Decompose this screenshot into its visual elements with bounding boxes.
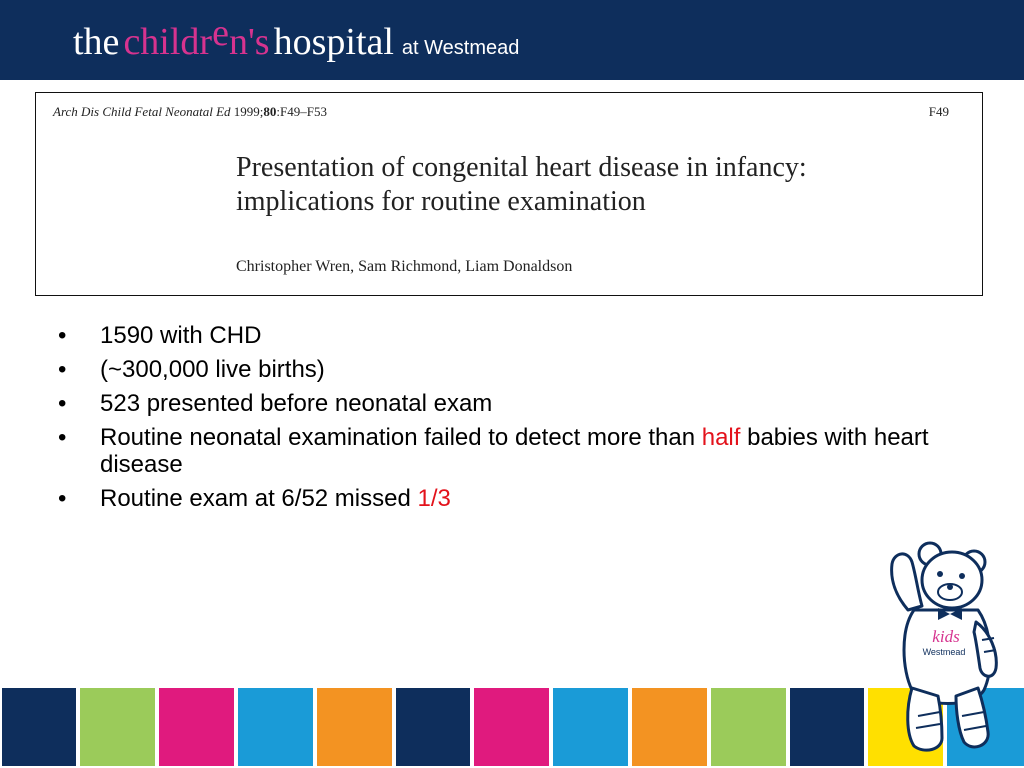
logo-word-the: the [73, 21, 120, 63]
strip-block [159, 688, 234, 766]
journal-citation: Arch Dis Child Fetal Neonatal Ed 1999;80:F49–F53 [53, 104, 327, 119]
paper-title: Presentation of congenital heart disease in infancy: implications for routine examination [236, 152, 807, 217]
mascot-kids-label: kids [932, 627, 960, 646]
strip-block [238, 688, 313, 766]
bullet-marker: • [58, 485, 67, 512]
page-number: F49 [928, 104, 949, 119]
bullet-list [58, 322, 968, 519]
strip-block [396, 688, 470, 766]
highlight-one-third: 1/3 [417, 485, 451, 512]
bullet-marker: • [58, 390, 67, 417]
mascot-westmead-label: Westmead [922, 647, 966, 657]
logo-word-children: children's [123, 12, 270, 63]
list-item: • Routine exam at 6/52 missed 1/3 [58, 485, 451, 512]
teddy-bear-mascot-icon [878, 540, 1008, 768]
list-item: • 1590 with CHD [58, 322, 262, 349]
strip-block [474, 688, 549, 766]
highlight-half: half [701, 424, 741, 451]
strip-block [317, 688, 392, 766]
list-item: • 523 presented before neonatal exam [58, 390, 493, 417]
color-block-strip [0, 688, 1024, 768]
list-item: • Routine neonatal examination failed to detect more than half babies with heart disease [58, 424, 929, 478]
list-item: • (~300,000 live births) [58, 356, 325, 383]
paper-excerpt [35, 92, 983, 296]
strip-block [2, 688, 76, 766]
header-banner [0, 0, 1024, 80]
strip-block [80, 688, 155, 766]
strip-block [711, 688, 786, 766]
strip-block [553, 688, 628, 766]
logo-subtitle: at Westmead [401, 37, 520, 59]
bullet-marker: • [58, 424, 67, 451]
bullet-marker: • [58, 322, 67, 349]
strip-block [790, 688, 864, 766]
strip-block [632, 688, 707, 766]
bullet-marker: • [58, 356, 67, 383]
paper-authors: Christopher Wren, Sam Richmond, Liam Donaldson [236, 258, 573, 275]
hospital-logo [73, 12, 520, 74]
logo-word-hospital: hospital [273, 21, 394, 63]
